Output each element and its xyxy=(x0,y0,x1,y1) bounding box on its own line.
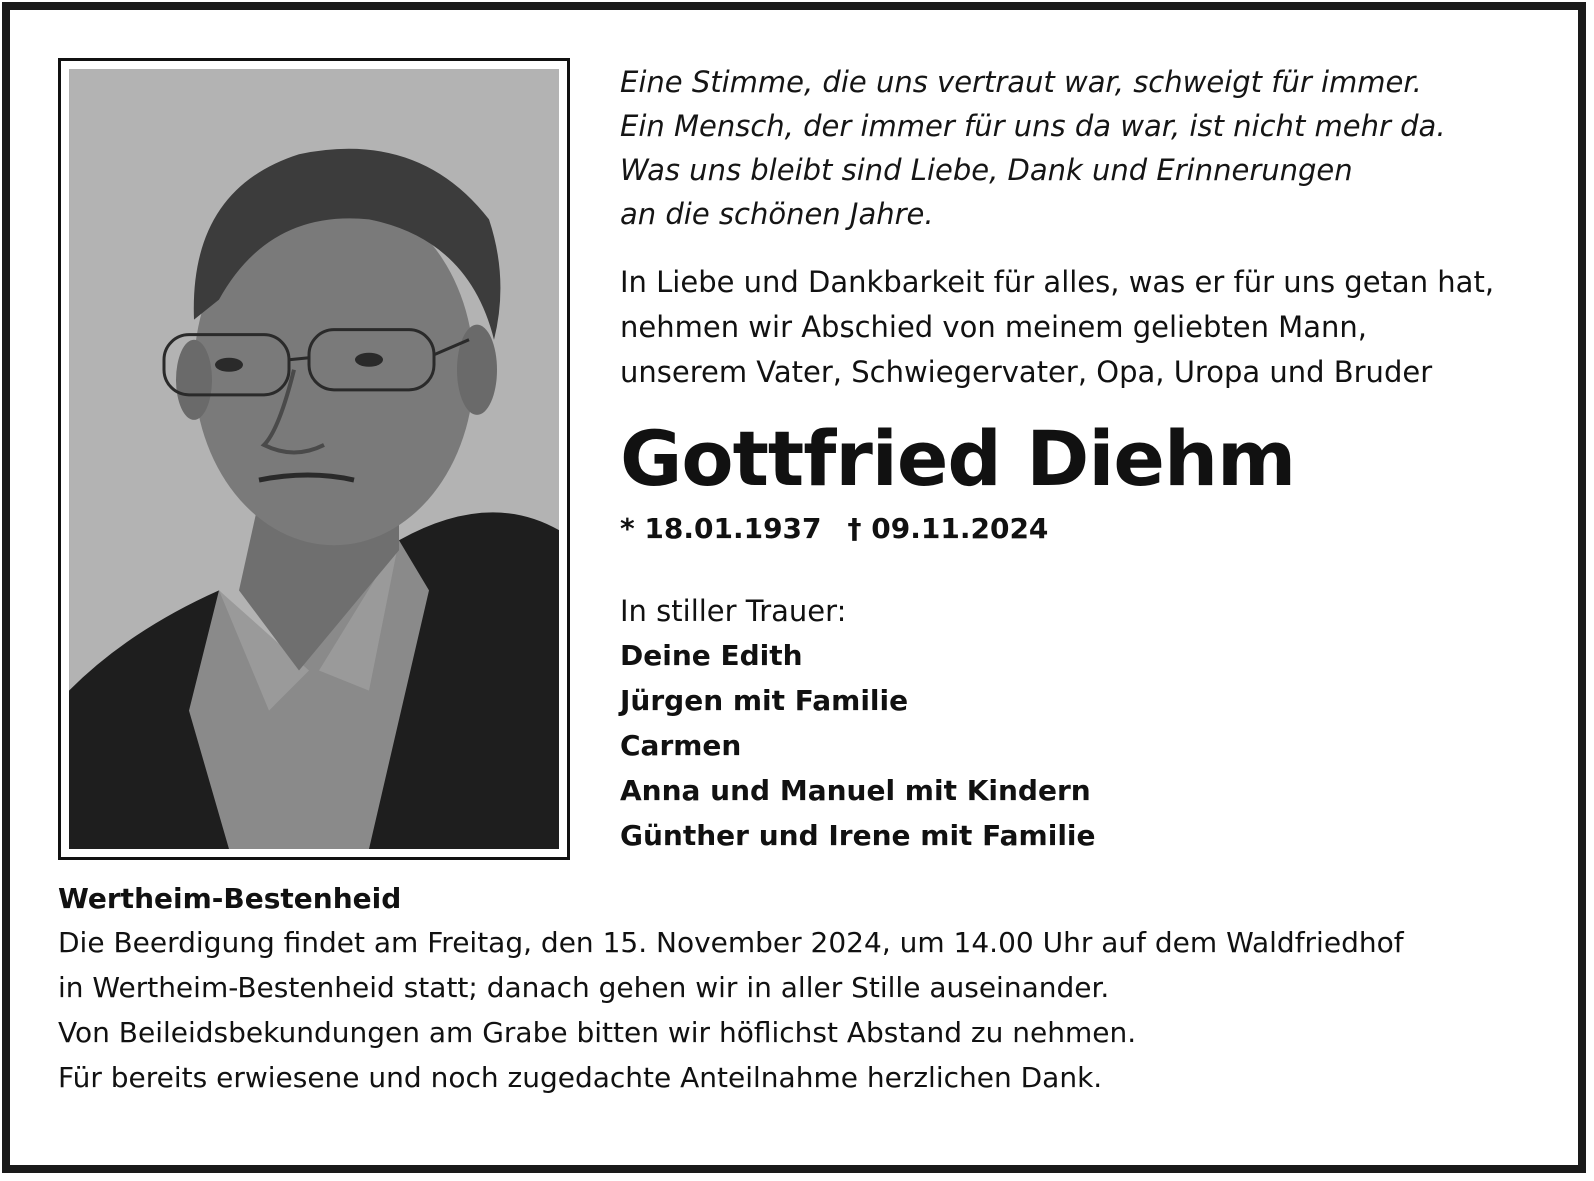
mourning-label: In stiller Trauer: xyxy=(620,594,847,628)
intro-line: nehmen wir Abschied von meinem geliebten Mann, xyxy=(620,310,1367,344)
poem-line: Eine Stimme, die uns vertraut war, schweigt für immer. xyxy=(620,65,1422,99)
poem xyxy=(620,60,1540,236)
text-column xyxy=(620,60,1540,858)
mourners-list xyxy=(620,633,1540,858)
poem-line: Ein Mensch, der immer für uns da war, ist nicht mehr da. xyxy=(620,109,1446,143)
poem-line: an die schönen Jahre. xyxy=(620,197,934,231)
mourner: Carmen xyxy=(620,729,742,762)
life-dates xyxy=(620,509,1540,549)
mourner: Deine Edith xyxy=(620,639,803,672)
notice-line: in Wertheim-Bestenheid statt; danach gehen wir in aller Stille auseinander. xyxy=(58,971,1110,1004)
notice-text xyxy=(58,920,1538,1100)
mourner: Günther und Irene mit Familie xyxy=(620,819,1096,852)
portrait-frame xyxy=(58,58,570,860)
mourner: Anna und Manuel mit Kindern xyxy=(620,774,1091,807)
poem-line: Was uns bleibt sind Liebe, Dank und Erinnerungen xyxy=(620,153,1353,187)
farewell-intro xyxy=(620,260,1540,395)
funeral-notice xyxy=(58,878,1538,1100)
birth-date: * 18.01.1937 xyxy=(620,512,822,545)
notice-line: Die Beerdigung findet am Freitag, den 15. November 2024, um 14.00 Uhr auf dem Waldfriedhof xyxy=(58,926,1404,959)
death-date: † 09.11.2024 xyxy=(847,512,1049,545)
notice-line: Für bereits erwiesene und noch zugedachte Anteilnahme herzlichen Dank. xyxy=(58,1061,1103,1094)
mourner: Jürgen mit Familie xyxy=(620,684,909,717)
portrait-photo xyxy=(69,69,559,849)
intro-line: In Liebe und Dankbarkeit für alles, was er für uns getan hat, xyxy=(620,265,1495,299)
intro-line: unserem Vater, Schwiegervater, Opa, Uropa und Bruder xyxy=(620,355,1433,389)
notice-line: Von Beileidsbekundungen am Grabe bitten wir höflichst Abstand zu nehmen. xyxy=(58,1016,1137,1049)
place-name: Wertheim-Bestenheid xyxy=(58,882,402,915)
deceased-name: Gottfried Diehm xyxy=(620,414,1296,503)
